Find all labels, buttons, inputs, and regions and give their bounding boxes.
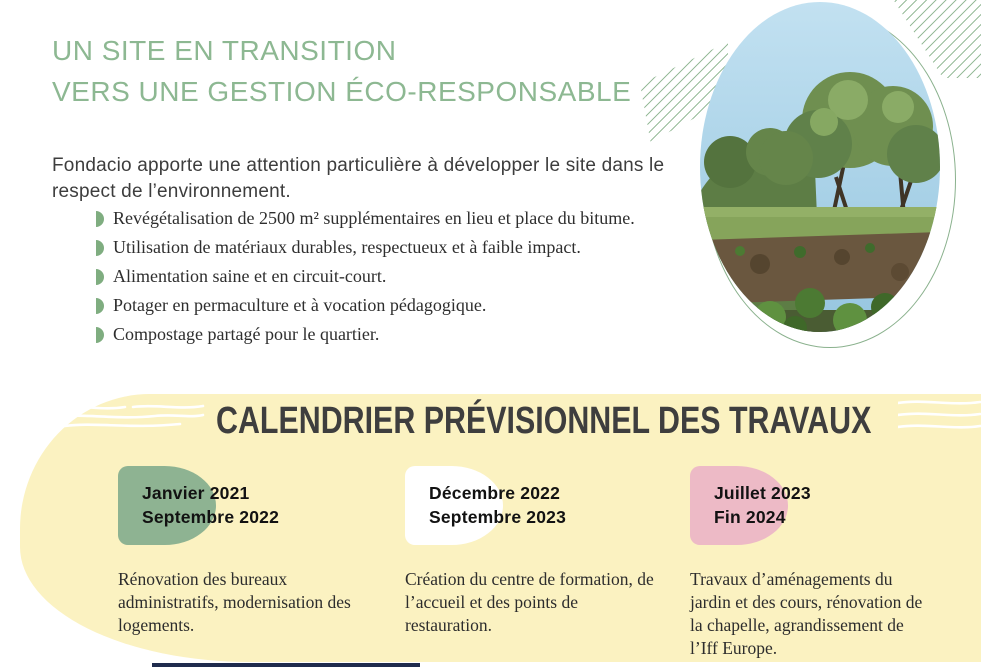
half-disc-bullet-icon — [96, 240, 104, 256]
period-end: Septembre 2023 — [429, 507, 567, 527]
period-end: Fin 2024 — [714, 507, 786, 527]
calendar-panel — [20, 394, 981, 662]
intro-paragraph: Fondacio apporte une attention particulière à développer le site dans le respect de l’environnement. — [52, 155, 665, 202]
eco-measures-list — [96, 204, 635, 349]
timeline-dates — [142, 481, 279, 529]
list-item-label: Utilisation de matériaux durables, respectueux et à faible impact. — [113, 237, 581, 257]
list-item — [96, 262, 635, 291]
period-start: Janvier 2021 — [142, 483, 250, 503]
calendar-title: CALENDRIER PRÉVISIONNEL DES TRAVAUX — [216, 400, 872, 442]
list-item-label: Compostage partagé pour le quartier. — [113, 324, 380, 344]
timeline-description: Création du centre de formation, de l’accueil et des points de restauration. — [405, 569, 654, 635]
list-item-label: Alimentation saine et en circuit-court. — [113, 266, 387, 286]
page-title — [52, 30, 631, 112]
period-end: Septembre 2022 — [142, 507, 280, 527]
list-item — [96, 204, 635, 233]
period-start: Juillet 2023 — [714, 483, 811, 503]
cropped-footer-band — [152, 663, 420, 667]
white-wavy-lines-right — [898, 398, 981, 436]
timeline-dates — [429, 481, 566, 529]
timeline-description: Rénovation des bureaux administratifs, modernisation des logements. — [118, 569, 351, 635]
timeline-dates — [714, 481, 811, 529]
period-start: Décembre 2022 — [429, 483, 561, 503]
list-item — [96, 320, 635, 349]
garden-scene-illustration — [700, 2, 940, 332]
timeline-description: Travaux d’aménagements du jardin et des cours, rénovation de la chapelle, agrandissement de l’Iff Europe. — [690, 569, 923, 658]
list-item-label: Potager en permaculture et à vocation pédagogique. — [113, 295, 487, 315]
garden-orchard-photo — [700, 2, 940, 332]
list-item — [96, 233, 635, 262]
list-item — [96, 291, 635, 320]
page-title-line2: VERS UNE GESTION ÉCO-RESPONSABLE — [52, 76, 632, 107]
half-disc-bullet-icon — [96, 269, 104, 285]
page-title-line1: UN SITE EN TRANSITION — [52, 35, 397, 66]
half-disc-bullet-icon — [96, 327, 104, 343]
list-item-label: Revégétalisation de 2500 m² supplémentaires en lieu et place du bitume. — [113, 208, 635, 228]
half-disc-bullet-icon — [96, 211, 104, 227]
white-wavy-lines-left — [55, 402, 205, 432]
half-disc-bullet-icon — [96, 298, 104, 314]
